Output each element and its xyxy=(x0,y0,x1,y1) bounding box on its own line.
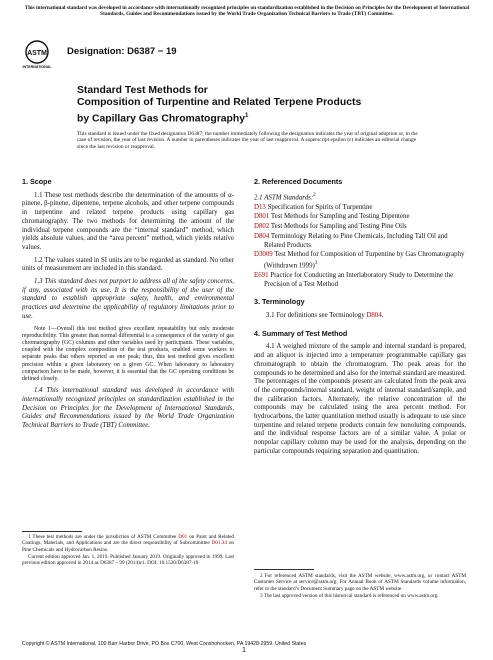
ref-text: Test Methods for Sampling and Testing Pine Oils xyxy=(269,223,407,231)
copyright-line: Copyright © ASTM International, 100 Barr Harbor Drive, PO Box C700, West Conshohocken, PA 19428-2959. United States xyxy=(22,641,307,647)
edition-note: This standard is issued under the fixed designation D6387; the number immediately following the designation indicates the year of original adoption or, in the case of revision, the year of last revision. A number in parentheses indicates the year of last reapproval. A superscript epsilon (ε) indicates an editorial change since the last revision or reapproval. xyxy=(77,131,418,150)
title-footnote-mark: 1 xyxy=(245,112,249,119)
right-column xyxy=(254,178,466,461)
terminology-text: 3.1 For definitions see Terminology xyxy=(266,312,367,320)
ref-item xyxy=(254,272,466,289)
footnote-rule-left xyxy=(22,531,82,532)
ref-item xyxy=(254,204,466,213)
svg-text:ASTM: ASTM xyxy=(27,50,47,57)
summary-heading: 4. Summary of Test Method xyxy=(254,328,348,338)
left-column xyxy=(22,178,234,435)
note-1: Note 1—Overall this test method gives excellent repeatability but only moderate reproducibility. This greater than normal differential is a consequence of the variety of gas chromatography (GC) columns and other variables used by participants. These variables, coupled with the complex composition of the test products, enabled some workers to separate peaks that others reported as one peak; thus, this test method gives excellent precision within a given laboratory on a given GC. When laboratory to laboratory comparison have to be made, however, it is essential that the GC operating conditions be defined closely. xyxy=(22,325,234,382)
link-d13[interactable]: D13 xyxy=(254,203,266,211)
link-d804[interactable]: D804 xyxy=(254,232,270,240)
link-e691[interactable]: E691 xyxy=(254,271,269,279)
footnote-1-text: 1 These test methods are under the jurisdiction of ASTM Committee xyxy=(28,534,179,540)
ref-text: Specification for Spirits of Turpentine xyxy=(265,203,373,211)
link-d01[interactable]: D01 xyxy=(178,534,188,540)
d3009-footnote-mark: 3 xyxy=(314,260,318,266)
link-d3009[interactable]: D3009 xyxy=(254,251,273,259)
ref-item xyxy=(254,213,466,222)
logo-label: INTERNATIONAL xyxy=(22,65,52,69)
link-d801[interactable]: D801 xyxy=(254,213,270,221)
ref-text: Test Methods for Sampling and Testing Dipentene xyxy=(269,213,410,221)
link-d804-terminology[interactable]: D804 xyxy=(366,312,382,320)
terminology-text-end: . xyxy=(381,312,384,320)
summary-para-4-1: 4.1 A weighed mixture of the sample and internal standard is prepared, and an aliquot is injected into a temperature programmable capillary gas chromatograph to obtain the chromatogram. The peak areas for the compounds to be determined and also for the internal standard are measured. The percentages of the compounds present are calculated from the peak area of the compounds/internal standard, weight of internal standard/sample, and the calibration factors. Alternately, the relative concentration of the compounds may be calculated using the area percent method. For hydrocarbons, the latter quantitation method usually is adequate to use since turpentine and related terpene products contain few nonoluting compounds, and the individual response factors are of a similar value. A polar or nonpolar capillary column may be used for the analysis, depending on the particular compounds requiring separation and quantitation. xyxy=(254,343,467,455)
scope-para-1-4: 1.4 This international standard was developed in accordance with internationally recognized principles on standardization established in the Decision on Principles for the Development of International Standards, Guides and Recommendations issued by the World Trade Organization Technical Barriers to Trade (TBT) Committee. xyxy=(22,387,234,429)
scope-heading: 1. Scope xyxy=(22,177,52,186)
link-d802[interactable]: D802 xyxy=(254,223,270,231)
link-d01-34[interactable]: D01.34 xyxy=(211,540,227,547)
footnotes-right xyxy=(254,573,466,600)
footnote-1-text-end: on Pine Chemicals and Hydrocarbon Resins. xyxy=(22,540,235,553)
terminology-heading: 3. Terminology xyxy=(254,297,305,307)
footnote-3: 3 The last approved version of this historical standard is referenced on www.astm.org. xyxy=(260,592,439,599)
terminology-para xyxy=(254,312,466,321)
footnote-1-text-mid: on Paint and Related Coatings, Materials, and Applications and are the direct responsibility of Subcommittee xyxy=(22,534,234,547)
astm-standards-label: 2.1 ASTM Standards: xyxy=(254,194,314,201)
scope-para-1-3: 1.3 This standard does not purport to address all of the safety concerns, if any, associated with its use. It is the responsibility of the user of the standard to establish appropriate safety, health, and environmental practices and determine the applicability of regulatory limitations prior to use. xyxy=(22,278,234,320)
scope-para-1-1: 1.1 These test methods describe the determination of the amounts of α-pinene, β-pinene, dipentene, terpene alcohols, and other terpene compounds in turpentine and related terpene products using capillary gas chromatography. The two methods for determining the amount of the individual terpene compounds are the “internal standard” method, which yields absolute values, and the “area percent” method, which yields relative values. xyxy=(22,191,234,251)
astm-standards-subheading xyxy=(254,192,466,203)
title-line-1: Standard Test Methods for xyxy=(77,85,208,96)
astm-logo-icon xyxy=(24,40,50,70)
ref-item xyxy=(254,251,466,271)
page-title xyxy=(77,85,407,126)
tbt-notice: This international standard was developed in accordance with internationally recognized principles on standardization established in the Decision on Principles for the Development of International Standards, Guides and Recommendations issued by the World Trade Organization Technical Barriers to Trade (TBT) Committee. xyxy=(24,5,470,18)
ref-text: Test Method for Composition of Turpentine by Gas Chromatography (Withdrawn 1999) xyxy=(264,251,465,270)
astm-standards-footnote-mark: 2 xyxy=(313,192,316,198)
footnote-1 xyxy=(22,534,234,567)
ref-text: Practice for Conducting an Interlaboratory Study to Determine the Precision of a Test Method xyxy=(264,271,454,288)
designation: Designation: D6387 − 19 xyxy=(67,46,177,57)
ref-text: Terminology Relating to Pine Chemicals, Including Tall Oil and Related Products xyxy=(264,232,448,249)
footnote-1-edition: Current edition approved Jan. 1, 2019. Published January 2019. Originally approved in 1999. Last previous edition approved in 2014 as D6387 – 99 (2014)ε1. DOI: 10.1520/D6387-19. xyxy=(22,553,234,567)
page-number: 1 xyxy=(242,647,246,654)
footnote-rule-right xyxy=(254,569,314,570)
referenced-documents-heading: 2. Referenced Documents xyxy=(254,177,343,186)
footnote-2: 2 For referenced ASTM standards, visit the ASTM website, www.astm.org, or contact ASTM Customer Service at service@astm.org. For Annual Book of ASTM Standards volume information, refer to the standard’s Document Summary page on the ASTM website. xyxy=(254,573,466,592)
scope-para-1-2: 1.2 The values stated in SI units are to be regarded as standard. No other units of measurement are included in this standard. xyxy=(22,256,234,273)
ref-item xyxy=(254,233,466,250)
ref-item xyxy=(254,223,466,232)
title-line-3: by Capillary Gas Chromatography xyxy=(77,113,246,125)
title-line-2: Composition of Turpentine and Related Terpene Products xyxy=(77,97,362,109)
